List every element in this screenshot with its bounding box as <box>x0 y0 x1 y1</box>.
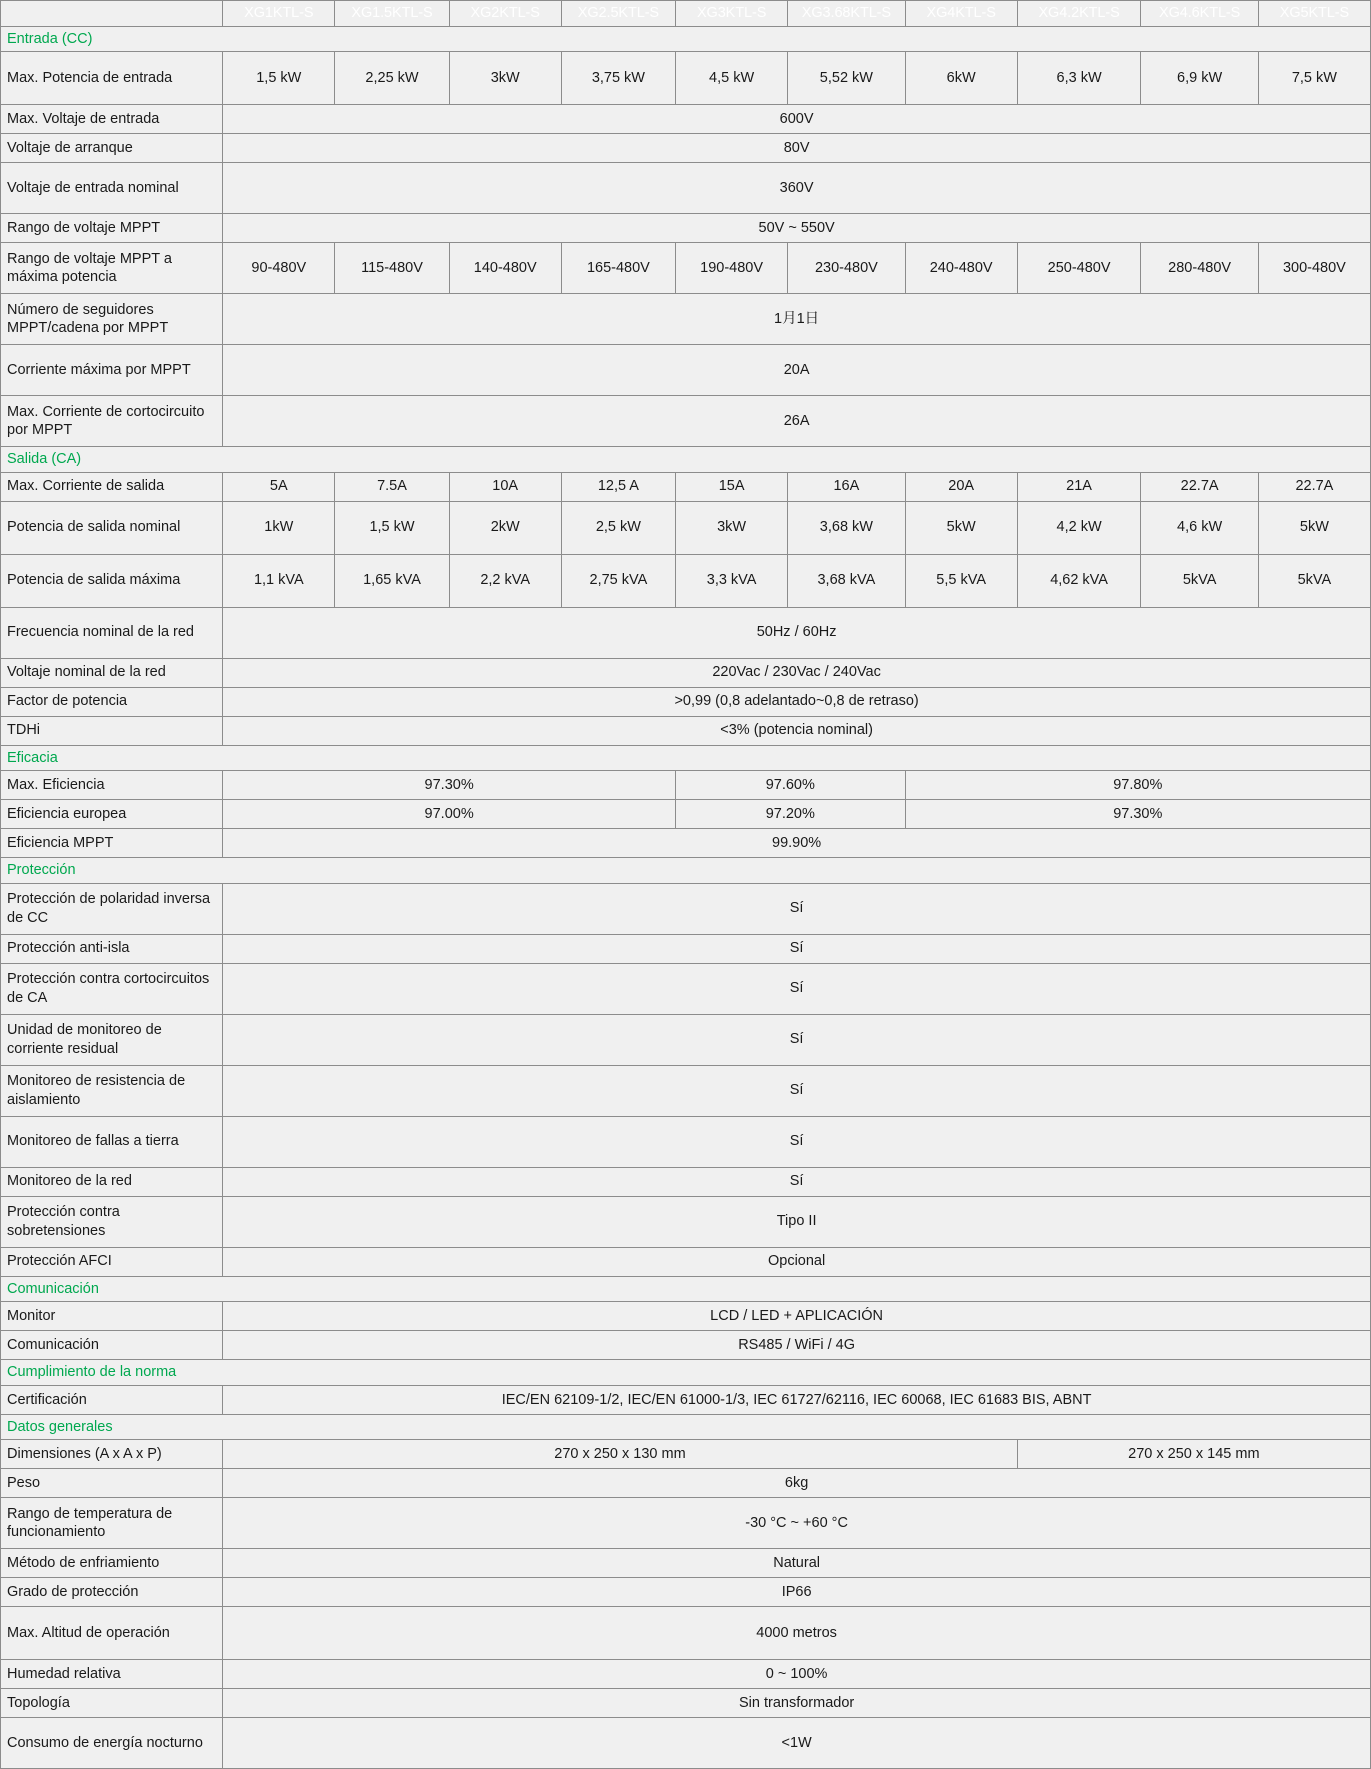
table-row <box>1 934 1371 963</box>
value-cell: 250-480V <box>1017 243 1141 294</box>
value-cell: 280-480V <box>1141 243 1258 294</box>
value-cell: 6,9 kW <box>1141 52 1258 105</box>
value-cell-merged: Natural <box>223 1549 1371 1578</box>
value-cell-merged: -30 °C ~ +60 °C <box>223 1498 1371 1549</box>
row-label-voltaje-entrada-nominal: Voltaje de entrada nominal <box>1 163 223 214</box>
value-cell: 21A <box>1017 472 1141 501</box>
value-cell-merged: 0 ~ 100% <box>223 1660 1371 1689</box>
table-row <box>1 829 1371 858</box>
row-label-peso: Peso <box>1 1469 223 1498</box>
table-row <box>1 1167 1371 1196</box>
row-label-max-potencia-entrada: Max. Potencia de entrada <box>1 52 223 105</box>
table-row <box>1 1247 1371 1276</box>
header-device-xg4ktl-s: XG4KTL-S <box>905 1 1017 27</box>
table-row <box>1 1065 1371 1116</box>
table-row <box>1 1578 1371 1607</box>
value-cell-group: 270 x 250 x 130 mm <box>223 1440 1018 1469</box>
table-row <box>1 163 1371 214</box>
value-cell: 7.5A <box>335 472 449 501</box>
section-header-cumplimiento-norma <box>1 1360 1371 1386</box>
value-cell-group: 270 x 250 x 145 mm <box>1017 1440 1370 1469</box>
table-row <box>1 396 1371 447</box>
table-row <box>1 687 1371 716</box>
row-label-certificacion: Certificación <box>1 1385 223 1414</box>
row-label-factor-potencia: Factor de potencia <box>1 687 223 716</box>
value-cell-merged: Sin transformador <box>223 1689 1371 1718</box>
table-row <box>1 214 1371 243</box>
table-row <box>1 1689 1371 1718</box>
value-cell: 2,25 kW <box>335 52 449 105</box>
row-label-potencia-salida-nominal: Potencia de salida nominal <box>1 501 223 554</box>
value-cell-merged: IP66 <box>223 1578 1371 1607</box>
table-row <box>1 105 1371 134</box>
table-row <box>1 1718 1371 1769</box>
section-title: Eficacia <box>1 745 1371 771</box>
section-title: Cumplimiento de la norma <box>1 1360 1371 1386</box>
header-device-xg3ktl-s: XG3KTL-S <box>676 1 788 27</box>
value-cell-group: 97.30% <box>905 800 1370 829</box>
header-device-xg1ktl-s: XG1KTL-S <box>223 1 335 27</box>
value-cell: 5kW <box>905 501 1017 554</box>
value-cell-merged: >0,99 (0,8 adelantado~0,8 de retraso) <box>223 687 1371 716</box>
section-title: Entrada (CC) <box>1 26 1371 52</box>
value-cell: 10A <box>449 472 561 501</box>
value-cell: 1kW <box>223 501 335 554</box>
section-title: Protección <box>1 858 1371 884</box>
table-row <box>1 1116 1371 1167</box>
value-cell-merged: 50Hz / 60Hz <box>223 607 1371 658</box>
table-row <box>1 1549 1371 1578</box>
value-cell: 15A <box>676 472 788 501</box>
section-title: Datos generales <box>1 1414 1371 1440</box>
table-row <box>1 1660 1371 1689</box>
table-row <box>1 963 1371 1014</box>
table-row <box>1 1014 1371 1065</box>
value-cell-group: 97.30% <box>223 771 676 800</box>
section-header-proteccion <box>1 858 1371 884</box>
row-label-proteccion-anti-isla: Protección anti-isla <box>1 934 223 963</box>
value-cell-merged: RS485 / WiFi / 4G <box>223 1331 1371 1360</box>
row-label-monitor: Monitor <box>1 1302 223 1331</box>
table-row <box>1 883 1371 934</box>
section-header-eficacia <box>1 745 1371 771</box>
value-cell: 115-480V <box>335 243 449 294</box>
table-row <box>1 345 1371 396</box>
row-label-rango-voltaje-mppt: Rango de voltaje MPPT <box>1 214 223 243</box>
value-cell: 230-480V <box>788 243 905 294</box>
row-label-tdhi: TDHi <box>1 716 223 745</box>
value-cell: 5kW <box>1258 501 1370 554</box>
value-cell: 2,5 kW <box>561 501 675 554</box>
row-label-metodo-enfriamiento: Método de enfriamiento <box>1 1549 223 1578</box>
value-cell: 3,68 kVA <box>788 554 905 607</box>
value-cell: 3,75 kW <box>561 52 675 105</box>
value-cell: 1,5 kW <box>335 501 449 554</box>
table-row <box>1 501 1371 554</box>
value-cell-merged: Sí <box>223 1167 1371 1196</box>
section-header-salida-ca <box>1 447 1371 473</box>
row-label-rango-temperatura: Rango de temperatura de funcionamiento <box>1 1498 223 1549</box>
value-cell: 5kVA <box>1258 554 1370 607</box>
table-header-row <box>1 1 1371 27</box>
value-cell-merged: 220Vac / 230Vac / 240Vac <box>223 658 1371 687</box>
value-cell: 5A <box>223 472 335 501</box>
value-cell: 22.7A <box>1258 472 1370 501</box>
row-label-comunicacion: Comunicación <box>1 1331 223 1360</box>
value-cell: 4,2 kW <box>1017 501 1141 554</box>
value-cell: 1,65 kVA <box>335 554 449 607</box>
table-row <box>1 1469 1371 1498</box>
table-row <box>1 472 1371 501</box>
value-cell: 300-480V <box>1258 243 1370 294</box>
value-cell-merged: LCD / LED + APLICACIÓN <box>223 1302 1371 1331</box>
row-label-unidad-monitoreo-corriente-residual: Unidad de monitoreo de corriente residual <box>1 1014 223 1065</box>
table-row <box>1 1607 1371 1660</box>
value-cell-merged: <3% (potencia nominal) <box>223 716 1371 745</box>
table-row <box>1 771 1371 800</box>
value-cell-merged: Sí <box>223 963 1371 1014</box>
row-label-max-altitud: Max. Altitud de operación <box>1 1607 223 1660</box>
section-title: Comunicación <box>1 1276 1371 1302</box>
value-cell: 3kW <box>449 52 561 105</box>
section-header-entrada-cc <box>1 26 1371 52</box>
value-cell: 90-480V <box>223 243 335 294</box>
row-label-frecuencia-nominal-red: Frecuencia nominal de la red <box>1 607 223 658</box>
row-label-voltaje-arranque: Voltaje de arranque <box>1 134 223 163</box>
value-cell: 240-480V <box>905 243 1017 294</box>
value-cell: 140-480V <box>449 243 561 294</box>
value-cell-group: 97.80% <box>905 771 1370 800</box>
value-cell: 3,3 kVA <box>676 554 788 607</box>
value-cell: 190-480V <box>676 243 788 294</box>
table-row <box>1 1302 1371 1331</box>
value-cell-merged: 99.90% <box>223 829 1371 858</box>
table-row <box>1 1331 1371 1360</box>
value-cell-merged: Sí <box>223 1014 1371 1065</box>
value-cell-merged: Sí <box>223 934 1371 963</box>
row-label-dimensiones: Dimensiones (A x A x P) <box>1 1440 223 1469</box>
value-cell-merged: Sí <box>223 883 1371 934</box>
value-cell-merged: Sí <box>223 1116 1371 1167</box>
value-cell: 2kW <box>449 501 561 554</box>
table-row <box>1 1196 1371 1247</box>
row-label-monitoreo-fallas-tierra: Monitoreo de fallas a tierra <box>1 1116 223 1167</box>
section-header-datos-generales <box>1 1414 1371 1440</box>
table-row <box>1 800 1371 829</box>
row-label-proteccion-afci: Protección AFCI <box>1 1247 223 1276</box>
row-label-max-voltaje-entrada: Max. Voltaje de entrada <box>1 105 223 134</box>
row-label-humedad-relativa: Humedad relativa <box>1 1660 223 1689</box>
row-label-proteccion-cortocircuitos-ca: Protección contra cortocircuitos de CA <box>1 963 223 1014</box>
value-cell-merged: 20A <box>223 345 1371 396</box>
value-cell: 2,2 kVA <box>449 554 561 607</box>
row-label-consumo-energia-nocturno: Consumo de energía nocturno <box>1 1718 223 1769</box>
value-cell-merged: 6kg <box>223 1469 1371 1498</box>
row-label-max-corriente-cortocircuito-mppt: Max. Corriente de cortocircuito por MPPT <box>1 396 223 447</box>
value-cell: 5,52 kW <box>788 52 905 105</box>
value-cell-group: 97.00% <box>223 800 676 829</box>
row-label-proteccion-polaridad-inversa-cc: Protección de polaridad inversa de CC <box>1 883 223 934</box>
value-cell: 6,3 kW <box>1017 52 1141 105</box>
value-cell-merged: Tipo II <box>223 1196 1371 1247</box>
value-cell: 1,5 kW <box>223 52 335 105</box>
table-row <box>1 607 1371 658</box>
table-row <box>1 1440 1371 1469</box>
value-cell-group: 97.60% <box>676 771 906 800</box>
row-label-max-corriente-salida: Max. Corriente de salida <box>1 472 223 501</box>
value-cell: 4,5 kW <box>676 52 788 105</box>
value-cell: 5,5 kVA <box>905 554 1017 607</box>
value-cell: 3kW <box>676 501 788 554</box>
value-cell-merged: 600V <box>223 105 1371 134</box>
value-cell: 4,6 kW <box>1141 501 1258 554</box>
value-cell: 165-480V <box>561 243 675 294</box>
value-cell-merged: IEC/EN 62109-1/2, IEC/EN 61000-1/3, IEC 61727/62116, IEC 60068, IEC 61683 BIS, ABNT <box>223 1385 1371 1414</box>
row-label-proteccion-sobretensiones: Protección contra sobretensiones <box>1 1196 223 1247</box>
value-cell-merged: 50V ~ 550V <box>223 214 1371 243</box>
header-device-xg2-5ktl-s: XG2.5KTL-S <box>561 1 675 27</box>
row-label-topologia: Topología <box>1 1689 223 1718</box>
value-cell: 1,1 kVA <box>223 554 335 607</box>
table-row <box>1 243 1371 294</box>
value-cell-merged: 1月1日 <box>223 294 1371 345</box>
row-label-grado-proteccion: Grado de protección <box>1 1578 223 1607</box>
row-label-monitoreo-resistencia-aislamiento: Monitoreo de resistencia de aislamiento <box>1 1065 223 1116</box>
value-cell-merged: 360V <box>223 163 1371 214</box>
row-label-num-seguidores-mppt: Número de seguidores MPPT/cadena por MPPT <box>1 294 223 345</box>
row-label-monitoreo-red: Monitoreo de la red <box>1 1167 223 1196</box>
value-cell-merged: 80V <box>223 134 1371 163</box>
row-label-corriente-max-mppt: Corriente máxima por MPPT <box>1 345 223 396</box>
table-row <box>1 658 1371 687</box>
table-row <box>1 1385 1371 1414</box>
header-device-xg2ktl-s: XG2KTL-S <box>449 1 561 27</box>
section-title: Salida (CA) <box>1 447 1371 473</box>
row-label-rango-voltaje-mppt-max: Rango de voltaje MPPT a máxima potencia <box>1 243 223 294</box>
value-cell: 4,62 kVA <box>1017 554 1141 607</box>
value-cell-group: 97.20% <box>676 800 906 829</box>
value-cell: 7,5 kW <box>1258 52 1370 105</box>
value-cell: 3,68 kW <box>788 501 905 554</box>
header-blank-cell <box>1 1 223 27</box>
value-cell-merged: Opcional <box>223 1247 1371 1276</box>
row-label-eficiencia-mppt: Eficiencia MPPT <box>1 829 223 858</box>
row-label-voltaje-nominal-red: Voltaje nominal de la red <box>1 658 223 687</box>
value-cell: 22.7A <box>1141 472 1258 501</box>
row-label-eficiencia-europea: Eficiencia europea <box>1 800 223 829</box>
header-device-xg4-2ktl-s: XG4.2KTL-S <box>1017 1 1141 27</box>
row-label-potencia-salida-maxima: Potencia de salida máxima <box>1 554 223 607</box>
header-device-xg4-6ktl-s: XG4.6KTL-S <box>1141 1 1258 27</box>
header-device-xg5ktl-s: XG5KTL-S <box>1258 1 1370 27</box>
table-row <box>1 554 1371 607</box>
value-cell-merged: 26A <box>223 396 1371 447</box>
value-cell: 5kVA <box>1141 554 1258 607</box>
header-device-xg1-5ktl-s: XG1.5KTL-S <box>335 1 449 27</box>
value-cell: 6kW <box>905 52 1017 105</box>
value-cell: 12,5 A <box>561 472 675 501</box>
table-row <box>1 716 1371 745</box>
table-row <box>1 134 1371 163</box>
value-cell-merged: <1W <box>223 1718 1371 1769</box>
section-header-comunicacion <box>1 1276 1371 1302</box>
header-device-xg3-68ktl-s: XG3.68KTL-S <box>788 1 905 27</box>
table-row <box>1 52 1371 105</box>
row-label-max-eficiencia: Max. Eficiencia <box>1 771 223 800</box>
value-cell-merged: Sí <box>223 1065 1371 1116</box>
value-cell: 2,75 kVA <box>561 554 675 607</box>
table-row <box>1 1498 1371 1549</box>
value-cell: 20A <box>905 472 1017 501</box>
table-row <box>1 294 1371 345</box>
value-cell: 16A <box>788 472 905 501</box>
value-cell-merged: 4000 metros <box>223 1607 1371 1660</box>
